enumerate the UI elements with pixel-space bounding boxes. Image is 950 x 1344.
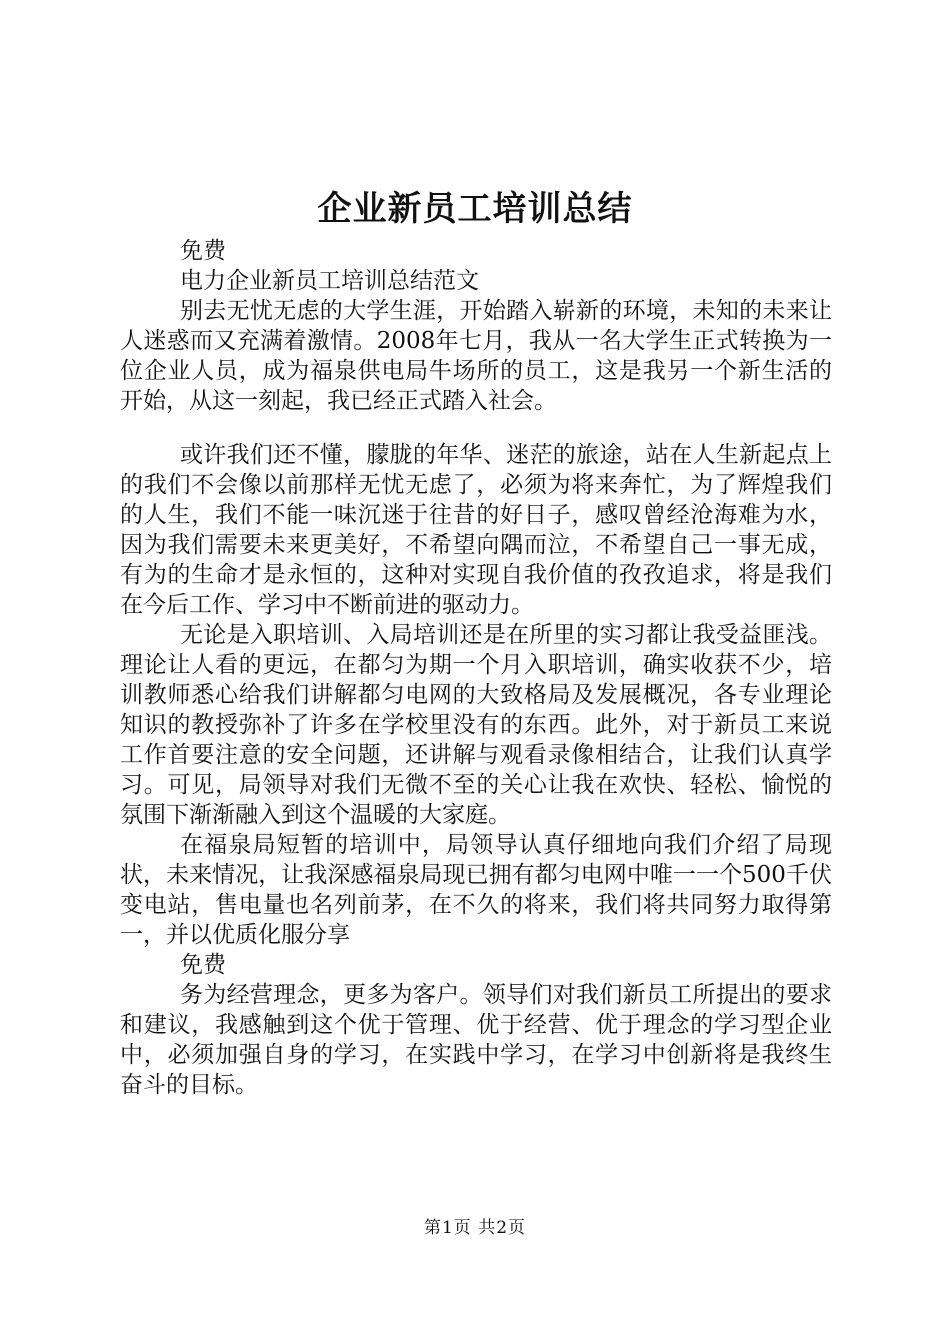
document-body <box>120 236 832 1100</box>
paragraph-4: 在福泉局短暂的培训中，局领导认真仔细地向我们介绍了局现状，未来情况，让我深感福泉局现已拥有都匀电网中唯一一个500千伏变电站，售电量也名列前茅，在不久的将来，我们将共同努力取得第一，并以优质化服分享 <box>120 832 832 948</box>
document-subtitle: 电力企业新员工培训总结范文 <box>180 268 479 294</box>
free-label-2: 免费 <box>180 952 226 978</box>
document-title: 企业新员工培训总结 <box>317 189 633 229</box>
paragraph-3: 无论是入职培训、入局培训还是在所里的实习都让我受益匪浅。理论让人看的更远，在都匀为期一个月入职培训，确实收获不少，培训教师悉心给我们讲解都匀电网的大致格局及发展概况，各专业理论知识的教授弥补了许多在学校里没有的东西。此外，对于新员工来说工作首要注意的安全问题，还讲解与观看录像相结合，让我们认真学习。可见，局领导对我们无微不至的关心让我在欢快、轻松、愉悦的氛围下渐渐融入到这个温暖的大家庭。 <box>120 622 832 828</box>
paragraph-gap <box>120 416 832 440</box>
page-footer: 第1页 共2页 <box>423 1218 527 1238</box>
paragraph-1: 别去无忧无虑的大学生涯，开始踏入崭新的环境，未知的未来让人迷惑而又充满着激情。2008年七月，我从一名大学生正式转换为一位企业人员，成为福泉供电局牛场所的员工，这是我另一个新生活的开始，从这一刻起，我已经正式踏入社会。 <box>120 298 832 414</box>
paragraph-5: 务为经营理念，更多为客户。领导们对我们新员工所提出的要求和建议，我感触到这个优于管理、优于经营、优于理念的学习型企业中，必须加强自身的学习，在实践中学习，在学习中创新将是我终生奋斗的目标。 <box>120 982 832 1098</box>
paragraph-2: 或许我们还不懂，朦胧的年华、迷茫的旅途，站在人生新起点上的我们不会像以前那样无忧无虑了，必须为将来奔忙，为了辉煌我们的人生，我们不能一味沉迷于往昔的好日子，感叹曾经沧海难为水，因为我们需要未来更美好，不希望向隅而泣，不希望自己一事无成，有为的生命才是永恒的，这种对实现自我价值的孜孜追求，将是我们在今后工作、学习中不断前进的驱动力。 <box>120 442 832 618</box>
free-label: 免费 <box>180 238 226 264</box>
